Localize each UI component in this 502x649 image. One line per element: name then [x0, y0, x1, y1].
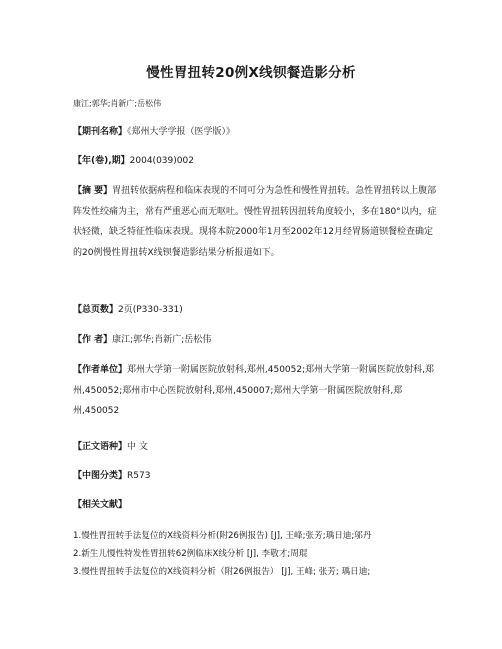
- abstract-value: 胃扭转依据病程和临床表现的不同可分为急性和慢性胃扭转。急性胃扭转以上腹部阵发性绞痛为主，常有严重恶心而无呕吐。慢性胃扭转因扭转角度较小，多在180°以内，症状轻微，缺乏特征性临床表现。现将本院2000年1月至2002年12月经胃肠道钡餐检查确定的20例慢性胃扭转X线钡餐造影结果分析报道如下。: [73, 186, 437, 258]
- related-label: 【相关文献】: [73, 500, 128, 510]
- pages-field: [73, 300, 438, 321]
- related-item[interactable]: 1.慢性胃扭转手法复位的X线资料分析(附26例报告) [J], 王峰;张芳;瑀日迪;邬丹: [73, 531, 372, 541]
- abstract-label: 【摘 要】: [73, 186, 113, 196]
- affiliation-field: [73, 360, 438, 422]
- related-item[interactable]: 2.新生儿慢性特发性胃扭转62例临床X线分析 [J], 李敬才;周琨: [73, 549, 308, 559]
- year-issue-label: 【年(卷),期】: [73, 156, 130, 166]
- pages-value: 2页(P330-331): [118, 305, 183, 315]
- journal-label: 【期刊名称】: [73, 127, 128, 137]
- year-issue-value: 2004(039)002: [129, 156, 194, 166]
- language-label: 【正文语种】: [73, 442, 128, 452]
- related-item[interactable]: 3.慢性胃扭转手法复位的X线资料分析（附26例报告） [J], 王峰; 张芳; 瑀日迪;: [73, 567, 371, 577]
- affiliation-value: 郑州大学第一附属医院放射科,郑州,450052;郑州大学第一附属医院放射科,郑州,450052;郑州市中心医院放射科,郑州,450007;郑州大学第一附属医院放射科,郑州,450052: [73, 365, 434, 416]
- author-label: 【作 者】: [73, 335, 113, 345]
- author-value: 康江;郭华;肖新广;岳松伟: [112, 335, 212, 345]
- classification-label: 【中图分类】: [73, 471, 128, 481]
- classification-field: [73, 466, 438, 487]
- journal-field: [73, 122, 438, 143]
- related-field: [73, 495, 438, 516]
- abstract-field: [73, 181, 438, 263]
- classification-value: R573: [127, 471, 151, 481]
- related-list: [73, 527, 438, 581]
- authors-line: 康江;郭华;肖新广;岳松伟: [73, 99, 162, 108]
- document-title: 慢性胃扭转20例X线钡餐造影分析: [146, 65, 356, 81]
- year-issue-field: [73, 151, 438, 172]
- affiliation-label: 【作者单位】: [73, 365, 128, 375]
- author-field: [73, 330, 438, 351]
- journal-value: 《郑州大学学报（医学版）》: [127, 127, 236, 137]
- language-field: [73, 437, 438, 458]
- pages-label: 【总页数】: [73, 305, 119, 315]
- language-value: 中 文: [127, 442, 148, 452]
